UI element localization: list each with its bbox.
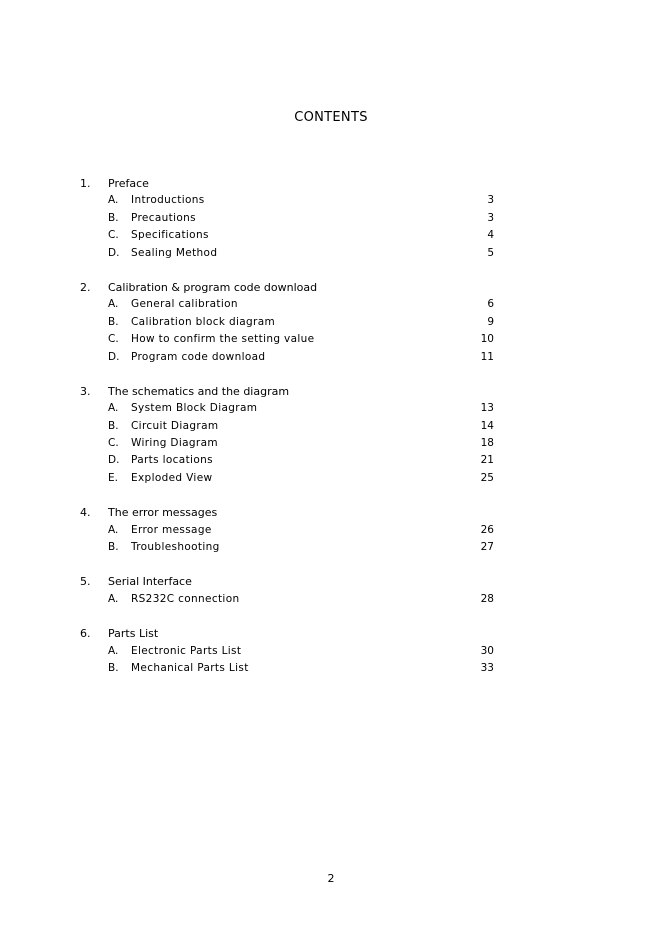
entry-letter: A. <box>108 298 119 311</box>
toc-entry <box>0 522 662 539</box>
toc-entry <box>0 470 662 487</box>
section-number: 2. <box>80 280 91 294</box>
toc-section-heading <box>0 504 662 521</box>
section-title: Preface <box>108 177 149 190</box>
toc-section <box>0 573 662 608</box>
table-of-contents <box>0 175 662 694</box>
entry-letter: B. <box>108 211 119 224</box>
entry-page-number: 13 <box>480 402 494 415</box>
entry-page-number: 3 <box>487 211 494 224</box>
toc-entry <box>0 539 662 556</box>
toc-section <box>0 625 662 677</box>
entry-title: Mechanical Parts List <box>131 661 249 674</box>
toc-entry <box>0 192 662 209</box>
entry-title: Specifications <box>131 229 209 242</box>
entry-page-number: 3 <box>487 194 494 207</box>
toc-section <box>0 175 662 262</box>
toc-entry <box>0 400 662 417</box>
entry-page-number: 6 <box>487 298 494 311</box>
entry-title: How to confirm the setting value <box>131 333 315 346</box>
entry-title: Introductions <box>131 194 205 207</box>
toc-section <box>0 279 662 366</box>
entry-letter: B. <box>108 661 119 674</box>
entry-page-number: 25 <box>480 471 494 484</box>
entry-page-number: 26 <box>480 523 494 536</box>
entry-letter: A. <box>108 194 119 207</box>
toc-entry <box>0 418 662 435</box>
toc-entry <box>0 660 662 677</box>
entry-page-number: 14 <box>480 419 494 432</box>
toc-section <box>0 504 662 556</box>
toc-entry <box>0 210 662 227</box>
toc-entry <box>0 591 662 608</box>
entry-letter: C. <box>108 437 119 450</box>
entry-page-number: 30 <box>480 644 494 657</box>
page-number: 2 <box>327 872 335 885</box>
entry-page-number: 11 <box>480 350 494 363</box>
toc-section-heading <box>0 175 662 192</box>
section-number: 1. <box>80 177 91 190</box>
toc-section-heading <box>0 573 662 590</box>
section-title: The schematics and the diagram <box>108 384 290 398</box>
entry-letter: D. <box>108 454 120 467</box>
entry-letter: B. <box>108 419 119 432</box>
toc-entry <box>0 245 662 262</box>
entry-title: Electronic Parts List <box>131 644 242 657</box>
entry-letter: A. <box>108 644 119 657</box>
entry-letter: A. <box>108 592 119 605</box>
section-number: 4. <box>80 506 91 520</box>
entry-letter: C. <box>108 229 119 242</box>
toc-entry <box>0 296 662 313</box>
entry-letter: A. <box>108 402 119 415</box>
entry-title: Wiring Diagram <box>131 437 218 450</box>
entry-title: Program code download <box>131 350 266 363</box>
entry-letter: E. <box>108 471 118 484</box>
entry-page-number: 18 <box>480 437 494 450</box>
entry-title: Precautions <box>131 211 196 224</box>
toc-section-heading <box>0 383 662 400</box>
entry-page-number: 33 <box>480 661 494 674</box>
entry-title: Exploded View <box>131 471 213 484</box>
toc-entry <box>0 452 662 469</box>
entry-title: General calibration <box>131 298 238 311</box>
entry-title: System Block Diagram <box>131 402 258 415</box>
entry-title: Parts locations <box>131 454 213 467</box>
entry-title: Troubleshooting <box>131 541 220 554</box>
section-number: 5. <box>80 575 91 589</box>
toc-section-heading <box>0 279 662 296</box>
entry-page-number: 5 <box>487 246 494 259</box>
entry-letter: D. <box>108 246 120 259</box>
entry-title: RS232C connection <box>131 592 240 605</box>
toc-entry <box>0 435 662 452</box>
section-number: 3. <box>80 384 91 398</box>
entry-letter: A. <box>108 523 119 536</box>
entry-page-number: 4 <box>487 229 494 242</box>
section-title: Serial Interface <box>108 575 192 589</box>
entry-title: Sealing Method <box>131 246 218 259</box>
entry-title: Circuit Diagram <box>131 419 219 432</box>
entry-page-number: 28 <box>480 592 494 605</box>
toc-entry <box>0 643 662 660</box>
entry-letter: B. <box>108 541 119 554</box>
entry-page-number: 21 <box>480 454 494 467</box>
page-title: CONTENTS <box>294 110 368 125</box>
entry-letter: C. <box>108 333 119 346</box>
section-title: Calibration & program code download <box>108 280 318 294</box>
toc-entry <box>0 349 662 366</box>
entry-page-number: 9 <box>487 315 494 328</box>
toc-entry <box>0 227 662 244</box>
toc-entry <box>0 331 662 348</box>
section-number: 6. <box>80 627 91 641</box>
entry-letter: D. <box>108 350 120 363</box>
toc-section <box>0 383 662 487</box>
entry-title: Calibration block diagram <box>131 315 276 328</box>
entry-page-number: 27 <box>480 541 494 554</box>
toc-entry <box>0 314 662 331</box>
section-title: The error messages <box>108 506 218 520</box>
entry-page-number: 10 <box>480 333 494 346</box>
entry-letter: B. <box>108 315 119 328</box>
entry-title: Error message <box>131 523 212 536</box>
section-title: Parts List <box>108 627 159 641</box>
toc-section-heading <box>0 625 662 642</box>
